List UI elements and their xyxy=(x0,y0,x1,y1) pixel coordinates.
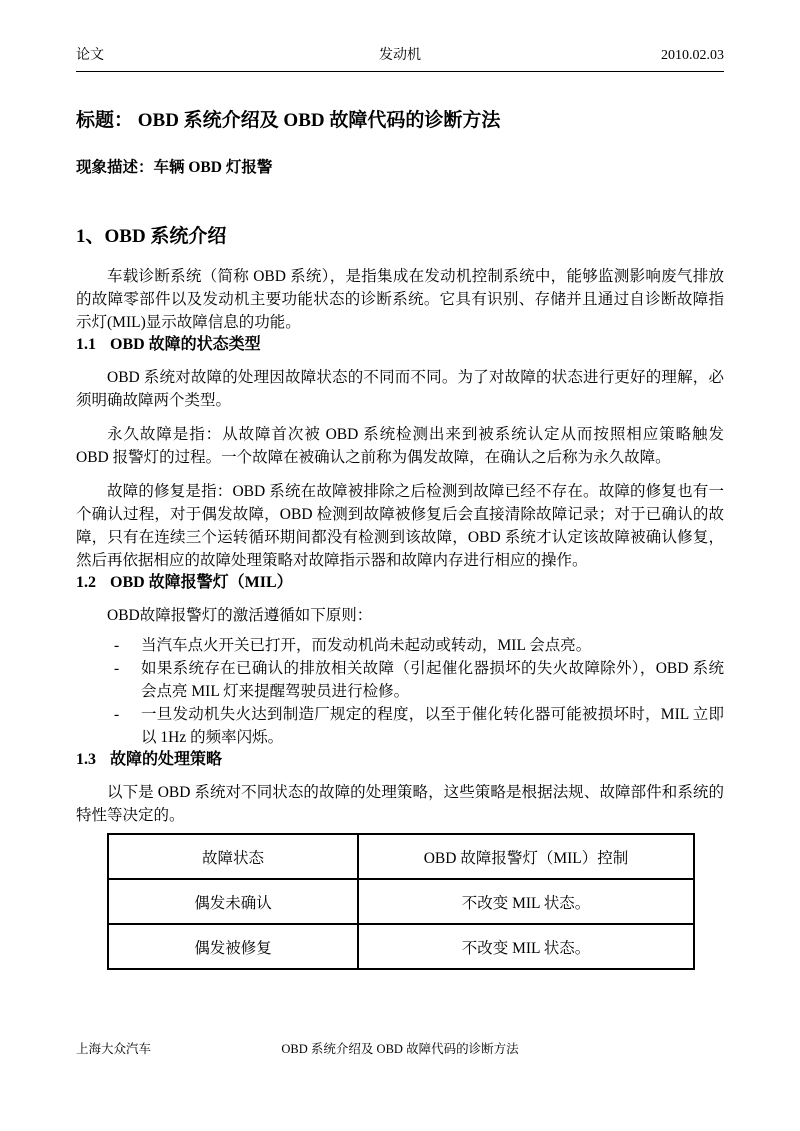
section-1-heading: 1、OBD 系统介绍 xyxy=(76,226,227,247)
table-cell: 不改变 MIL 状态。 xyxy=(358,924,694,969)
list-item xyxy=(114,657,724,703)
section-1-3-heading xyxy=(76,749,724,770)
paragraph: 故障的修复是指：OBD 系统在故障被排除之后检测到故障已经不存在。故障的修复也有一个确认过程，对于偶发故障，OBD 检测到故障被修复后会直接清除故障记录；对于已确认的故障，只有在连续三个运转循环期间都没有检测到该故障，OBD 系统才认定该故障被确认修复，然后再依据相应的故障处理策略对故障指示器和故障内存进行相应的操作。 xyxy=(76,483,724,569)
list-item-text: 当汽车点火开关已打开，而发动机尚未起动或转动，MIL 会点亮。 xyxy=(141,637,592,654)
paragraph: 永久故障是指：从故障首次被 OBD 系统检测出来到被系统认定从而按照相应策略触发 OBD 报警灯的过程。一个故障在被确认之前称为偶发故障，在确认之后称为永久故障。 xyxy=(76,426,724,466)
section-1-3-number: 1.3 xyxy=(76,751,96,768)
list-item-text: 一旦发动机失火达到制造厂规定的程度，以至于催化转化器可能被损坏时，MIL 立即以 1Hz 的频率闪烁。 xyxy=(141,706,724,746)
table-row xyxy=(108,834,694,879)
footer-doc-title: OBD 系统介绍及 OBD 故障代码的诊断方法 xyxy=(281,1042,519,1056)
fault-strategy-table xyxy=(107,833,695,970)
table-header-cell: OBD 故障报警灯（MIL）控制 xyxy=(358,834,694,879)
list-item-text: 如果系统存在已确认的排放相关故障（引起催化器损坏的失火故障除外），OBD 系统会点亮 MIL 灯来提醒驾驶员进行检修。 xyxy=(141,660,724,700)
header-date: 2010.02.03 xyxy=(661,48,724,63)
section-1-2-heading-text: OBD 故障报警灯（MIL） xyxy=(110,574,293,591)
page-header xyxy=(76,46,724,72)
header-doc-type: 论文 xyxy=(76,48,104,63)
dash-bullet-marker: - xyxy=(114,660,120,677)
table-row xyxy=(108,924,694,969)
bullet-list xyxy=(114,634,724,749)
table-cell: 偶发被修复 xyxy=(108,924,358,969)
paragraph: 以下是 OBD 系统对不同状态的故障的处理策略，这些策略是根据法规、故障部件和系统的特性等决定的。 xyxy=(76,784,724,824)
dash-bullet-marker: - xyxy=(114,706,120,723)
section-1-1-number: 1.1 xyxy=(76,336,96,353)
list-item xyxy=(114,634,724,657)
section-1-1-heading xyxy=(76,334,724,355)
table-cell: 不改变 MIL 状态。 xyxy=(358,879,694,924)
page-footer xyxy=(76,1041,724,1058)
section-1-paragraph: 车载诊断系统（简称 OBD 系统），是指集成在发动机控制系统中，能够监测影响废气排放的故障零部件以及发动机主要功能状态的诊断系统。它具有识别、存储并且通过自诊断故障指示灯(MIL)显示故障信息的功能。 xyxy=(76,268,724,331)
paragraph: OBD 系统对故障的处理因故障状态的不同而不同。为了对故障的状态进行更好的理解，必须明确故障两个类型。 xyxy=(76,369,724,409)
footer-company: 上海大众汽车 xyxy=(76,1042,152,1056)
section-1-1-heading-text: OBD 故障的状态类型 xyxy=(110,336,261,353)
phenomenon-description: 现象描述：车辆 OBD 灯报警 xyxy=(76,159,273,176)
bullet-list-intro: OBD故障报警灯的激活遵循如下原则： xyxy=(107,607,373,624)
section-1-2-number: 1.2 xyxy=(76,574,96,591)
table-row xyxy=(108,879,694,924)
section-1-2-heading xyxy=(76,572,724,593)
section-1-3-heading-text: 故障的处理策略 xyxy=(110,751,223,768)
list-item xyxy=(114,703,724,749)
dash-bullet-marker: - xyxy=(114,637,120,654)
header-category: 发动机 xyxy=(379,48,421,63)
table-cell: 偶发未确认 xyxy=(108,879,358,924)
doc-title: 标题： OBD 系统介绍及 OBD 故障代码的诊断方法 xyxy=(76,110,501,131)
table-header-cell: 故障状态 xyxy=(108,834,358,879)
